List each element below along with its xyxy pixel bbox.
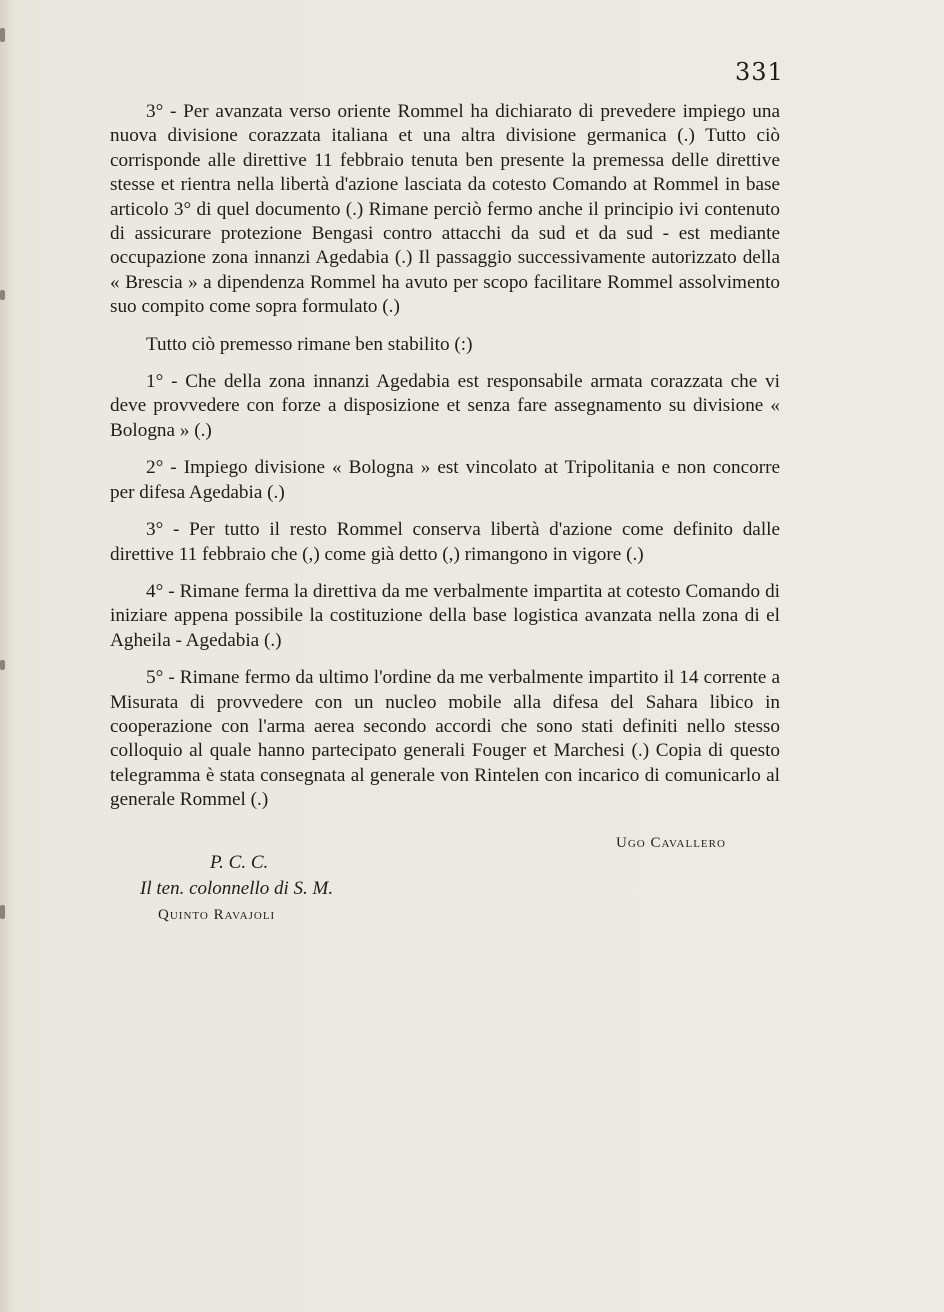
binding-mark: [0, 905, 5, 919]
officer-name: Quinto Ravajoli: [158, 907, 276, 923]
paragraph-point-3-advance: 3° - Per avanzata verso oriente Rommel ha dichiarato di prevedere impiego una nuova divisione corazzata italiana et una altra divisione germanica (.) Tutto ciò corrisponde alle direttive 11 febbraio tenuta ben presente la premessa delle direttive stesse et rientra nella libertà d'azione lasciata da cotesto Comando at Rommel in base articolo 3° di quel documento (.) Rimane perciò fermo anche il principio ivi contenuto di assicurare protezione Bengasi contro attacchi da sud et da sud - est mediante occupazione zona innanzi Agedabia (.) Il passaggio successivamente autorizzato della « Brescia » a dipendenza Rommel ha avuto per scopo facilitare Rommel assolvimento suo compito come sopra formulato (.): [110, 101, 780, 318]
paragraph-point-4: 4° - Rimane ferma la direttiva da me verbalmente impartita at cotesto Comando di iniziare appena possibile la costituzione della base logistica avanzata nella zona di el Agheila - Agedabia (.): [110, 580, 780, 651]
page-number: 331: [735, 58, 784, 86]
telegram-body: [110, 100, 780, 813]
signature-name: Ugo Cavallero: [616, 835, 726, 851]
binding-mark: [0, 28, 5, 42]
certification-block: [140, 850, 500, 928]
binding-mark: [0, 290, 5, 300]
paragraph-point-5: 5° - Rimane fermo da ultimo l'ordine da me verbalmente impartito il 14 corrente a Misurata di provvedere con un nucleo mobile alla difesa del Sahara libico in cooperazione con l'arma aerea secondo accordi che sono stati definiti nello stesso colloquio al quale hanno partecipato generali Fouger et Marchesi (.) Copia di questo telegramma è stata consegnata al generale von Rintelen con incarico di comunicarlo al generale Rommel (.): [110, 667, 780, 811]
paragraph-premise: Tutto ciò premesso rimane ben stabilito (:): [146, 333, 473, 355]
paragraph-point-1: 1° - Che della zona innanzi Agedabia est responsabile armata corazzata che vi deve provvedere con forze a disposizione et senza fare assegnamento su divisione « Bologna » (.): [110, 371, 780, 441]
binding-mark: [0, 660, 5, 670]
pcc-label: P. C. C.: [210, 852, 269, 873]
paragraph-point-3: 3° - Per tutto il resto Rommel conserva libertà d'azione come definito dalle direttive 11 febbraio che (,) come già detto (,) rimangono in vigore (.): [110, 519, 780, 565]
officer-title: Il ten. colonnello di S. M.: [140, 878, 334, 899]
paragraph-point-2: 2° - Impiego divisione « Bologna » est vincolato at Tripolitania e non concorre per difesa Agedabia (.): [110, 457, 780, 503]
